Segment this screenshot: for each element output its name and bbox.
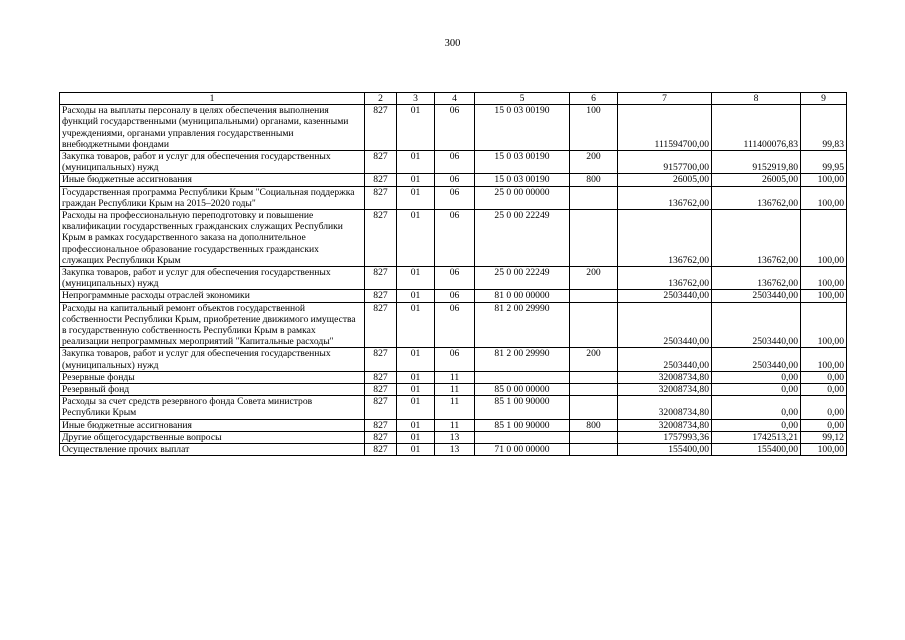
- subsection-code-cell: 06: [435, 348, 475, 371]
- glava-code-cell: 827: [365, 210, 397, 267]
- target-article-cell: 81 2 00 29990: [475, 348, 570, 371]
- glava-code-cell: 827: [365, 290, 397, 302]
- target-article-cell: 25 0 00 00000: [475, 186, 570, 209]
- subsection-code-cell: 06: [435, 302, 475, 348]
- section-code-cell: 01: [397, 348, 435, 371]
- execution-percent-cell: 0,00: [801, 396, 847, 419]
- subsection-code-cell: 13: [435, 431, 475, 443]
- row-name-cell: Иные бюджетные ассигнования: [60, 419, 365, 431]
- section-code-cell: 01: [397, 105, 435, 151]
- header-cell: 9: [801, 93, 847, 105]
- row-name-cell: Закупка товаров, работ и услуг для обеспечения государственных (муниципальных) нужд: [60, 151, 365, 174]
- table-row: [60, 396, 847, 419]
- row-name-cell: Расходы на выплаты персоналу в целях обеспечения выполнения функций государственными (муниципальными) органами, казенными учреждениями, органами управления государственными внебюджетными фондами: [60, 105, 365, 151]
- glava-code-cell: 827: [365, 444, 397, 456]
- subsection-code-cell: 11: [435, 384, 475, 396]
- planned-amount-cell: 2503440,00: [618, 302, 712, 348]
- glava-code-cell: 827: [365, 267, 397, 290]
- row-name-cell: Резервные фонды: [60, 371, 365, 383]
- subsection-code-cell: 11: [435, 396, 475, 419]
- table-row: [60, 151, 847, 174]
- target-article-cell: 81 0 00 00000: [475, 290, 570, 302]
- subsection-code-cell: 06: [435, 290, 475, 302]
- planned-amount-cell: 32008734,80: [618, 371, 712, 383]
- execution-percent-cell: 100,00: [801, 210, 847, 267]
- execution-percent-cell: 99,12: [801, 431, 847, 443]
- expense-type-cell: [570, 371, 618, 383]
- section-code-cell: 01: [397, 371, 435, 383]
- execution-percent-cell: 0,00: [801, 384, 847, 396]
- expense-type-cell: [570, 302, 618, 348]
- target-article-cell: [475, 371, 570, 383]
- glava-code-cell: 827: [365, 348, 397, 371]
- executed-amount-cell: 136762,00: [712, 267, 801, 290]
- planned-amount-cell: 2503440,00: [618, 290, 712, 302]
- glava-code-cell: 827: [365, 396, 397, 419]
- execution-percent-cell: 99,95: [801, 151, 847, 174]
- section-code-cell: 01: [397, 419, 435, 431]
- row-name-cell: Другие общегосударственные вопросы: [60, 431, 365, 443]
- execution-percent-cell: 100,00: [801, 290, 847, 302]
- execution-percent-cell: 0,00: [801, 371, 847, 383]
- executed-amount-cell: 1742513,21: [712, 431, 801, 443]
- expense-type-cell: 800: [570, 174, 618, 186]
- header-cell: 7: [618, 93, 712, 105]
- expense-type-cell: 200: [570, 151, 618, 174]
- page-number: 300: [444, 38, 461, 49]
- target-article-cell: 71 0 00 00000: [475, 444, 570, 456]
- planned-amount-cell: 155400,00: [618, 444, 712, 456]
- execution-percent-cell: 100,00: [801, 186, 847, 209]
- target-article-cell: 85 0 00 00000: [475, 384, 570, 396]
- subsection-code-cell: 06: [435, 267, 475, 290]
- planned-amount-cell: 136762,00: [618, 186, 712, 209]
- section-code-cell: 01: [397, 396, 435, 419]
- glava-code-cell: 827: [365, 186, 397, 209]
- row-name-cell: Расходы на профессиональную переподготовку и повышение квалификации государственных гражданских служащих Республики Крым в рамках государственного заказа на дополнительное профессиональное образование государственных гражданских служащих Республики Крым: [60, 210, 365, 267]
- executed-amount-cell: 2503440,00: [712, 302, 801, 348]
- header-cell: 6: [570, 93, 618, 105]
- section-code-cell: 01: [397, 186, 435, 209]
- row-name-cell: Государственная программа Республики Крым "Социальная поддержка граждан Республики Крым на 2015–2020 годы": [60, 186, 365, 209]
- expense-type-cell: [570, 444, 618, 456]
- planned-amount-cell: 111594700,00: [618, 105, 712, 151]
- section-code-cell: 01: [397, 384, 435, 396]
- executed-amount-cell: 26005,00: [712, 174, 801, 186]
- subsection-code-cell: 06: [435, 105, 475, 151]
- row-name-cell: Закупка товаров, работ и услуг для обеспечения государственных (муниципальных) нужд: [60, 267, 365, 290]
- row-name-cell: Закупка товаров, работ и услуг для обеспечения государственных (муниципальных) нужд: [60, 348, 365, 371]
- subsection-code-cell: 11: [435, 371, 475, 383]
- executed-amount-cell: 0,00: [712, 419, 801, 431]
- executed-amount-cell: 136762,00: [712, 186, 801, 209]
- table-row: [60, 444, 847, 456]
- executed-amount-cell: 9152919,80: [712, 151, 801, 174]
- table-row: [60, 186, 847, 209]
- target-article-cell: 85 1 00 90000: [475, 419, 570, 431]
- executed-amount-cell: 136762,00: [712, 210, 801, 267]
- target-article-cell: 85 1 00 90000: [475, 396, 570, 419]
- glava-code-cell: 827: [365, 384, 397, 396]
- executed-amount-cell: 2503440,00: [712, 348, 801, 371]
- row-name-cell: Расходы за счет средств резервного фонда Совета министров Республики Крым: [60, 396, 365, 419]
- subsection-code-cell: 06: [435, 151, 475, 174]
- table-row: [60, 384, 847, 396]
- planned-amount-cell: 2503440,00: [618, 348, 712, 371]
- planned-amount-cell: 136762,00: [618, 210, 712, 267]
- header-cell: 2: [365, 93, 397, 105]
- table-row: [60, 419, 847, 431]
- row-name-cell: Непрограммные расходы отраслей экономики: [60, 290, 365, 302]
- executed-amount-cell: 155400,00: [712, 444, 801, 456]
- target-article-cell: [475, 431, 570, 443]
- section-code-cell: 01: [397, 151, 435, 174]
- execution-percent-cell: 99,83: [801, 105, 847, 151]
- target-article-cell: 15 0 03 00190: [475, 151, 570, 174]
- target-article-cell: 15 0 03 00190: [475, 105, 570, 151]
- section-code-cell: 01: [397, 290, 435, 302]
- header-cell: 4: [435, 93, 475, 105]
- expense-type-cell: [570, 396, 618, 419]
- subsection-code-cell: 11: [435, 419, 475, 431]
- table-row: [60, 267, 847, 290]
- execution-percent-cell: 100,00: [801, 444, 847, 456]
- header-cell: 8: [712, 93, 801, 105]
- expense-type-cell: [570, 210, 618, 267]
- executed-amount-cell: 0,00: [712, 396, 801, 419]
- expense-type-cell: 100: [570, 105, 618, 151]
- planned-amount-cell: 136762,00: [618, 267, 712, 290]
- row-name-cell: Иные бюджетные ассигнования: [60, 174, 365, 186]
- planned-amount-cell: 1757993,36: [618, 431, 712, 443]
- executed-amount-cell: 2503440,00: [712, 290, 801, 302]
- subsection-code-cell: 06: [435, 210, 475, 267]
- expense-type-cell: 200: [570, 267, 618, 290]
- target-article-cell: 25 0 00 22249: [475, 267, 570, 290]
- execution-percent-cell: 100,00: [801, 302, 847, 348]
- expense-type-cell: 800: [570, 419, 618, 431]
- executed-amount-cell: 0,00: [712, 371, 801, 383]
- table-row: [60, 290, 847, 302]
- execution-percent-cell: 100,00: [801, 267, 847, 290]
- header-cell: 5: [475, 93, 570, 105]
- table-row: [60, 371, 847, 383]
- table-row: [60, 348, 847, 371]
- glava-code-cell: 827: [365, 151, 397, 174]
- expense-type-cell: [570, 290, 618, 302]
- budget-table: [59, 92, 847, 456]
- row-name-cell: Осуществление прочих выплат: [60, 444, 365, 456]
- expense-type-cell: 200: [570, 348, 618, 371]
- planned-amount-cell: 26005,00: [618, 174, 712, 186]
- glava-code-cell: 827: [365, 105, 397, 151]
- expense-type-cell: [570, 186, 618, 209]
- table-row: [60, 302, 847, 348]
- planned-amount-cell: 32008734,80: [618, 384, 712, 396]
- glava-code-cell: 827: [365, 431, 397, 443]
- glava-code-cell: 827: [365, 371, 397, 383]
- row-name-cell: Расходы на капитальный ремонт объектов государственной собственности Республики Крым, приобретение движимого имущества в государственную собственность Республики Крым в рамках реализации непрограммных мероприятий "Капитальные расходы": [60, 302, 365, 348]
- section-code-cell: 01: [397, 302, 435, 348]
- table-row: [60, 210, 847, 267]
- target-article-cell: 25 0 00 22249: [475, 210, 570, 267]
- section-code-cell: 01: [397, 210, 435, 267]
- table-row: [60, 431, 847, 443]
- table-row: [60, 174, 847, 186]
- planned-amount-cell: 32008734,80: [618, 396, 712, 419]
- glava-code-cell: 827: [365, 302, 397, 348]
- planned-amount-cell: 9157700,00: [618, 151, 712, 174]
- target-article-cell: 81 2 00 29990: [475, 302, 570, 348]
- expense-type-cell: [570, 431, 618, 443]
- subsection-code-cell: 06: [435, 186, 475, 209]
- section-code-cell: 01: [397, 444, 435, 456]
- execution-percent-cell: 100,00: [801, 348, 847, 371]
- subsection-code-cell: 13: [435, 444, 475, 456]
- section-code-cell: 01: [397, 174, 435, 186]
- subsection-code-cell: 06: [435, 174, 475, 186]
- section-code-cell: 01: [397, 431, 435, 443]
- table-row: [60, 105, 847, 151]
- execution-percent-cell: 100,00: [801, 174, 847, 186]
- section-code-cell: 01: [397, 267, 435, 290]
- execution-percent-cell: 0,00: [801, 419, 847, 431]
- expense-type-cell: [570, 384, 618, 396]
- glava-code-cell: 827: [365, 174, 397, 186]
- row-name-cell: Резервный фонд: [60, 384, 365, 396]
- header-row: [60, 93, 847, 105]
- header-cell: 3: [397, 93, 435, 105]
- glava-code-cell: 827: [365, 419, 397, 431]
- executed-amount-cell: 0,00: [712, 384, 801, 396]
- executed-amount-cell: 111400076,83: [712, 105, 801, 151]
- header-cell: 1: [60, 93, 365, 105]
- planned-amount-cell: 32008734,80: [618, 419, 712, 431]
- target-article-cell: 15 0 03 00190: [475, 174, 570, 186]
